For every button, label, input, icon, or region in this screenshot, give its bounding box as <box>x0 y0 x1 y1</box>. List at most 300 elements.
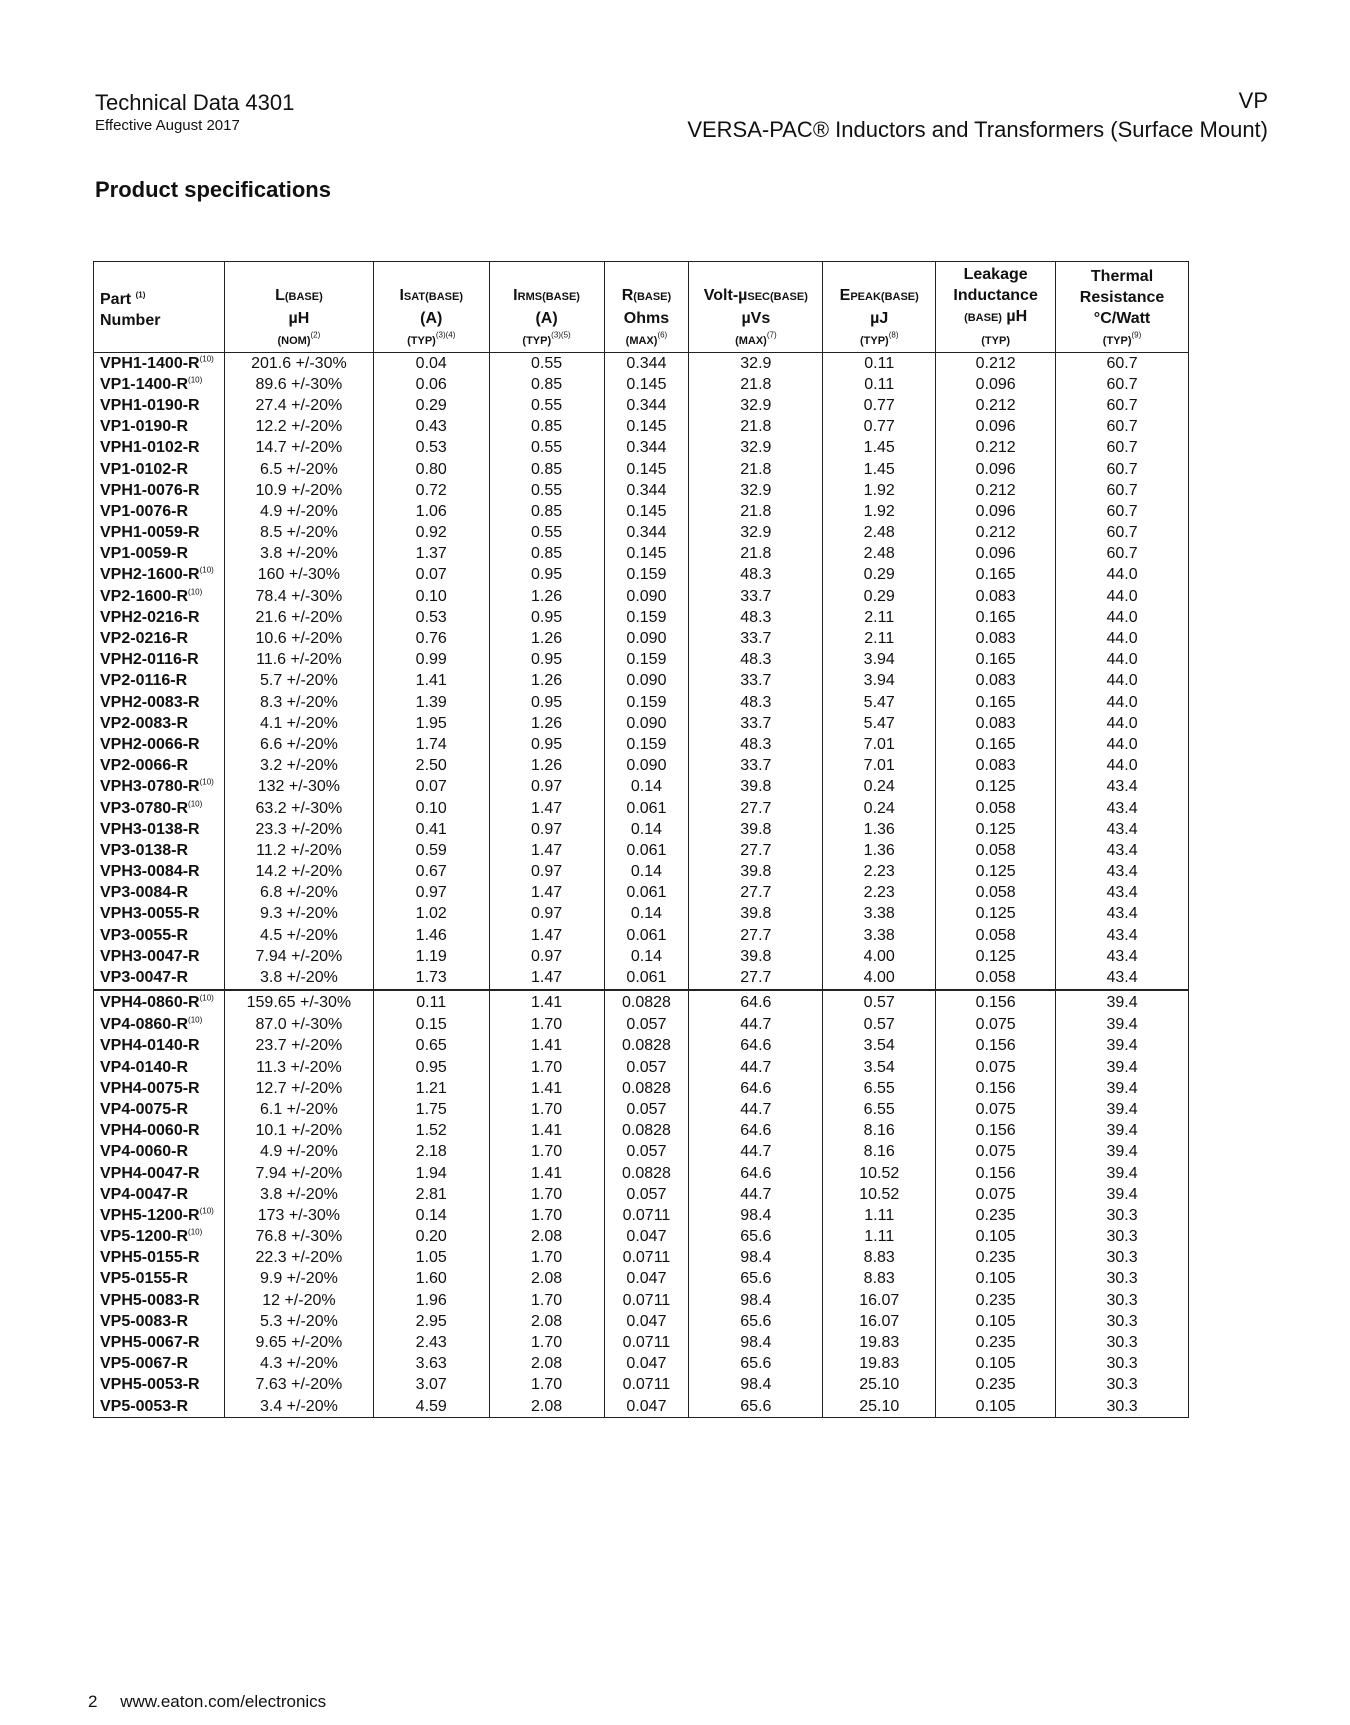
cell-irms: 2.08 <box>489 1227 604 1248</box>
cell-therm: 30.3 <box>1056 1311 1189 1332</box>
cell-therm: 30.3 <box>1056 1396 1189 1418</box>
cell-epeak: 3.38 <box>823 925 936 946</box>
table-row <box>94 1396 1189 1418</box>
part-number-cell: VPH1-0076-R <box>94 480 225 501</box>
cell-l: 14.2 +/-20% <box>224 862 373 883</box>
table-row <box>94 713 1189 734</box>
cell-leak: 0.083 <box>936 628 1056 649</box>
part-number-cell: VP2-1600-R$^{(10)}$ <box>94 586 225 607</box>
cell-irms: 1.26 <box>489 671 604 692</box>
page-number: 2 <box>88 1692 98 1711</box>
cell-r: 0.145 <box>604 417 689 438</box>
part-number-cell: VPH1-0190-R <box>94 395 225 416</box>
cell-isat: 0.53 <box>373 607 489 628</box>
cell-volt: 39.8 <box>689 946 823 967</box>
cell-l: 12.2 +/-20% <box>224 417 373 438</box>
part-number-cell: VP4-0140-R <box>94 1057 225 1078</box>
part-number-cell: VP2-0066-R <box>94 756 225 777</box>
cell-isat: 2.50 <box>373 756 489 777</box>
cell-leak: 0.083 <box>936 713 1056 734</box>
cell-r: 0.0828 <box>604 1036 689 1057</box>
part-number-cell: VPH3-0138-R <box>94 819 225 840</box>
cell-r: 0.047 <box>604 1269 689 1290</box>
cell-isat: 2.18 <box>373 1142 489 1163</box>
table-row <box>94 990 1189 1015</box>
cell-isat: 1.02 <box>373 904 489 925</box>
cell-volt: 65.6 <box>689 1396 823 1418</box>
cell-isat: 0.07 <box>373 777 489 798</box>
cell-epeak: 5.47 <box>823 692 936 713</box>
cell-volt: 39.8 <box>689 777 823 798</box>
cell-irms: 0.55 <box>489 523 604 544</box>
cell-epeak: 1.11 <box>823 1227 936 1248</box>
cell-leak: 0.096 <box>936 417 1056 438</box>
cell-therm: 44.0 <box>1056 565 1189 586</box>
cell-epeak: 2.23 <box>823 862 936 883</box>
cell-leak: 0.075 <box>936 1142 1056 1163</box>
table-row <box>94 1036 1189 1057</box>
part-number-cell: VPH3-0055-R <box>94 904 225 925</box>
cell-l: 12 +/-20% <box>224 1290 373 1311</box>
cell-r: 0.0828 <box>604 1163 689 1184</box>
cell-epeak: 0.77 <box>823 417 936 438</box>
cell-leak: 0.125 <box>936 946 1056 967</box>
cell-isat: 1.74 <box>373 734 489 755</box>
cell-volt: 98.4 <box>689 1375 823 1396</box>
cell-leak: 0.156 <box>936 1078 1056 1099</box>
cell-irms: 0.85 <box>489 501 604 522</box>
cell-l: 3.8 +/-20% <box>224 967 373 989</box>
cell-r: 0.0711 <box>604 1248 689 1269</box>
footnote-marker: (10) <box>199 566 214 576</box>
cell-epeak: 5.47 <box>823 713 936 734</box>
cell-r: 0.14 <box>604 946 689 967</box>
part-number-cell: VPH1-1400-R$^{(10)}$ <box>94 353 225 375</box>
cell-volt: 33.7 <box>689 756 823 777</box>
cell-irms: 1.70 <box>489 1375 604 1396</box>
cell-volt: 27.7 <box>689 798 823 819</box>
cell-therm: 30.3 <box>1056 1354 1189 1375</box>
cell-irms: 0.85 <box>489 544 604 565</box>
cell-r: 0.145 <box>604 544 689 565</box>
cell-epeak: 10.52 <box>823 1184 936 1205</box>
table-row <box>94 544 1189 565</box>
cell-irms: 1.70 <box>489 1099 604 1120</box>
cell-epeak: 8.16 <box>823 1142 936 1163</box>
cell-isat: 4.59 <box>373 1396 489 1418</box>
cell-volt: 48.3 <box>689 650 823 671</box>
part-number-cell: VP2-0116-R <box>94 671 225 692</box>
cell-epeak: 0.11 <box>823 353 936 375</box>
cell-epeak: 2.11 <box>823 628 936 649</box>
cell-irms: 2.08 <box>489 1311 604 1332</box>
table-row <box>94 438 1189 459</box>
cell-therm: 60.7 <box>1056 459 1189 480</box>
cell-epeak: 3.94 <box>823 671 936 692</box>
cell-leak: 0.083 <box>936 586 1056 607</box>
cell-volt: 27.7 <box>689 925 823 946</box>
cell-l: 160 +/-30% <box>224 565 373 586</box>
cell-volt: 65.6 <box>689 1269 823 1290</box>
cell-isat: 1.39 <box>373 692 489 713</box>
cell-isat: 0.04 <box>373 353 489 375</box>
cell-l: 8.5 +/-20% <box>224 523 373 544</box>
cell-therm: 44.0 <box>1056 607 1189 628</box>
cell-isat: 1.52 <box>373 1121 489 1142</box>
cell-r: 0.047 <box>604 1354 689 1375</box>
cell-l: 3.4 +/-20% <box>224 1396 373 1418</box>
cell-r: 0.047 <box>604 1311 689 1332</box>
cell-epeak: 0.24 <box>823 777 936 798</box>
cell-volt: 21.8 <box>689 374 823 395</box>
cell-volt: 27.7 <box>689 883 823 904</box>
cell-volt: 27.7 <box>689 840 823 861</box>
cell-leak: 0.165 <box>936 692 1056 713</box>
footer-url[interactable]: www.eaton.com/electronics <box>120 1692 327 1711</box>
part-number-cell: VP4-0047-R <box>94 1184 225 1205</box>
cell-r: 0.0828 <box>604 1078 689 1099</box>
cell-epeak: 8.83 <box>823 1248 936 1269</box>
cell-isat: 0.10 <box>373 798 489 819</box>
footnote-marker: (10) <box>188 799 203 809</box>
cell-therm: 60.7 <box>1056 501 1189 522</box>
cell-irms: 1.70 <box>489 1184 604 1205</box>
cell-leak: 0.075 <box>936 1184 1056 1205</box>
cell-l: 23.7 +/-20% <box>224 1036 373 1057</box>
part-number-cell: VP5-1200-R$^{(10)}$ <box>94 1227 225 1248</box>
cell-l: 6.1 +/-20% <box>224 1099 373 1120</box>
cell-irms: 0.97 <box>489 904 604 925</box>
cell-irms: 1.70 <box>489 1142 604 1163</box>
cell-therm: 39.4 <box>1056 1163 1189 1184</box>
header-irms: IRMS(BASE) (A) (TYP)$^{(3)(5)}$ <box>489 262 604 353</box>
cell-therm: 43.4 <box>1056 798 1189 819</box>
cell-leak: 0.165 <box>936 565 1056 586</box>
cell-therm: 44.0 <box>1056 628 1189 649</box>
cell-l: 7.94 +/-20% <box>224 946 373 967</box>
cell-irms: 0.95 <box>489 650 604 671</box>
cell-volt: 39.8 <box>689 862 823 883</box>
cell-therm: 60.7 <box>1056 417 1189 438</box>
cell-r: 0.090 <box>604 586 689 607</box>
cell-epeak: 4.00 <box>823 946 936 967</box>
cell-therm: 44.0 <box>1056 671 1189 692</box>
table-row <box>94 565 1189 586</box>
cell-leak: 0.058 <box>936 840 1056 861</box>
cell-isat: 2.81 <box>373 1184 489 1205</box>
cell-r: 0.14 <box>604 777 689 798</box>
cell-isat: 0.80 <box>373 459 489 480</box>
table-row <box>94 1015 1189 1036</box>
cell-l: 89.6 +/-30% <box>224 374 373 395</box>
header-thermal: Thermal Resistance °C/Watt (TYP)$^{(9)}$ <box>1056 262 1189 353</box>
cell-leak: 0.105 <box>936 1269 1056 1290</box>
part-number-cell: VPH5-0067-R <box>94 1332 225 1353</box>
cell-epeak: 8.16 <box>823 1121 936 1142</box>
cell-leak: 0.075 <box>936 1057 1056 1078</box>
cell-leak: 0.156 <box>936 1036 1056 1057</box>
cell-r: 0.061 <box>604 925 689 946</box>
cell-therm: 39.4 <box>1056 1057 1189 1078</box>
cell-epeak: 16.07 <box>823 1311 936 1332</box>
cell-volt: 48.3 <box>689 607 823 628</box>
cell-epeak: 1.45 <box>823 438 936 459</box>
cell-therm: 44.0 <box>1056 713 1189 734</box>
cell-r: 0.344 <box>604 480 689 501</box>
cell-leak: 0.165 <box>936 607 1056 628</box>
cell-irms: 1.41 <box>489 1163 604 1184</box>
cell-volt: 98.4 <box>689 1248 823 1269</box>
cell-irms: 1.47 <box>489 883 604 904</box>
cell-isat: 1.19 <box>373 946 489 967</box>
table-row <box>94 946 1189 967</box>
cell-isat: 0.95 <box>373 1057 489 1078</box>
cell-leak: 0.212 <box>936 353 1056 375</box>
cell-r: 0.057 <box>604 1015 689 1036</box>
table-row <box>94 523 1189 544</box>
cell-isat: 1.06 <box>373 501 489 522</box>
footnote-marker: (10) <box>199 778 214 788</box>
cell-therm: 43.4 <box>1056 967 1189 989</box>
cell-therm: 43.4 <box>1056 925 1189 946</box>
cell-epeak: 3.38 <box>823 904 936 925</box>
part-number-cell: VP5-0155-R <box>94 1269 225 1290</box>
part-number-cell: VPH3-0084-R <box>94 862 225 883</box>
cell-epeak: 1.11 <box>823 1205 936 1226</box>
cell-irms: 2.08 <box>489 1269 604 1290</box>
cell-r: 0.159 <box>604 692 689 713</box>
cell-irms: 1.41 <box>489 1036 604 1057</box>
cell-l: 87.0 +/-30% <box>224 1015 373 1036</box>
cell-l: 3.8 +/-20% <box>224 1184 373 1205</box>
cell-epeak: 16.07 <box>823 1290 936 1311</box>
cell-irms: 0.55 <box>489 395 604 416</box>
cell-therm: 60.7 <box>1056 544 1189 565</box>
table-row <box>94 862 1189 883</box>
table-row <box>94 1078 1189 1099</box>
cell-therm: 43.4 <box>1056 904 1189 925</box>
cell-l: 4.1 +/-20% <box>224 713 373 734</box>
cell-volt: 98.4 <box>689 1205 823 1226</box>
cell-volt: 65.6 <box>689 1354 823 1375</box>
cell-volt: 44.7 <box>689 1057 823 1078</box>
cell-irms: 0.97 <box>489 862 604 883</box>
part-number-cell: VP5-0067-R <box>94 1354 225 1375</box>
part-number-cell: VP1-0190-R <box>94 417 225 438</box>
cell-volt: 33.7 <box>689 671 823 692</box>
cell-irms: 1.41 <box>489 1121 604 1142</box>
header-isat: ISAT(BASE) (A) (TYP)$^{(3)(4)}$ <box>373 262 489 353</box>
cell-r: 0.047 <box>604 1396 689 1418</box>
cell-leak: 0.058 <box>936 883 1056 904</box>
table-row <box>94 1332 1189 1353</box>
cell-r: 0.061 <box>604 798 689 819</box>
part-number-cell: VP5-0053-R <box>94 1396 225 1418</box>
cell-epeak: 4.00 <box>823 967 936 989</box>
cell-isat: 1.46 <box>373 925 489 946</box>
spec-table-body <box>94 353 1189 1418</box>
cell-therm: 43.4 <box>1056 819 1189 840</box>
cell-epeak: 3.94 <box>823 650 936 671</box>
part-number-cell: VPH2-0083-R <box>94 692 225 713</box>
table-row <box>94 1375 1189 1396</box>
cell-volt: 32.9 <box>689 395 823 416</box>
cell-leak: 0.075 <box>936 1015 1056 1036</box>
cell-isat: 2.95 <box>373 1311 489 1332</box>
table-row <box>94 650 1189 671</box>
cell-therm: 60.7 <box>1056 523 1189 544</box>
cell-epeak: 3.54 <box>823 1057 936 1078</box>
part-number-cell: VPH1-0102-R <box>94 438 225 459</box>
cell-therm: 39.4 <box>1056 1184 1189 1205</box>
cell-volt: 65.6 <box>689 1227 823 1248</box>
cell-isat: 3.63 <box>373 1354 489 1375</box>
cell-isat: 1.60 <box>373 1269 489 1290</box>
cell-therm: 43.4 <box>1056 946 1189 967</box>
cell-r: 0.090 <box>604 628 689 649</box>
cell-volt: 27.7 <box>689 967 823 989</box>
part-number-cell: VP3-0138-R <box>94 840 225 861</box>
cell-epeak: 2.48 <box>823 544 936 565</box>
cell-isat: 2.43 <box>373 1332 489 1353</box>
doc-date: Effective August 2017 <box>95 117 240 134</box>
product-code: VP <box>1238 88 1268 113</box>
table-row <box>94 883 1189 904</box>
cell-therm: 30.3 <box>1056 1290 1189 1311</box>
header-inductance: L(BASE) µH (NOM)$^{(2)}$ <box>224 262 373 353</box>
cell-irms: 0.97 <box>489 777 604 798</box>
cell-isat: 0.10 <box>373 586 489 607</box>
cell-epeak: 2.11 <box>823 607 936 628</box>
cell-therm: 43.4 <box>1056 840 1189 861</box>
cell-r: 0.057 <box>604 1057 689 1078</box>
part-number-cell: VPH5-0053-R <box>94 1375 225 1396</box>
cell-isat: 0.41 <box>373 819 489 840</box>
cell-volt: 32.9 <box>689 438 823 459</box>
table-row <box>94 501 1189 522</box>
table-row <box>94 374 1189 395</box>
cell-therm: 30.3 <box>1056 1227 1189 1248</box>
cell-therm: 60.7 <box>1056 395 1189 416</box>
cell-irms: 1.47 <box>489 967 604 989</box>
cell-therm: 60.7 <box>1056 353 1189 375</box>
cell-r: 0.057 <box>604 1184 689 1205</box>
cell-l: 132 +/-30% <box>224 777 373 798</box>
header-row <box>94 262 1189 353</box>
table-row <box>94 1248 1189 1269</box>
cell-isat: 0.11 <box>373 990 489 1015</box>
cell-therm: 30.3 <box>1056 1205 1189 1226</box>
cell-therm: 43.4 <box>1056 862 1189 883</box>
cell-r: 0.0711 <box>604 1205 689 1226</box>
cell-l: 10.1 +/-20% <box>224 1121 373 1142</box>
cell-volt: 33.7 <box>689 713 823 734</box>
cell-isat: 0.97 <box>373 883 489 904</box>
table-row <box>94 607 1189 628</box>
cell-irms: 0.85 <box>489 374 604 395</box>
part-number-cell: VP5-0083-R <box>94 1311 225 1332</box>
cell-leak: 0.212 <box>936 523 1056 544</box>
cell-irms: 0.85 <box>489 459 604 480</box>
cell-l: 23.3 +/-20% <box>224 819 373 840</box>
cell-epeak: 1.45 <box>823 459 936 480</box>
cell-leak: 0.212 <box>936 480 1056 501</box>
cell-irms: 1.70 <box>489 1057 604 1078</box>
table-row <box>94 1311 1189 1332</box>
cell-irms: 2.08 <box>489 1396 604 1418</box>
cell-r: 0.14 <box>604 862 689 883</box>
section-title: Product specifications <box>95 177 331 202</box>
part-number-cell: VP1-0076-R <box>94 501 225 522</box>
cell-r: 0.061 <box>604 967 689 989</box>
cell-irms: 0.55 <box>489 353 604 375</box>
cell-epeak: 19.83 <box>823 1332 936 1353</box>
cell-r: 0.159 <box>604 607 689 628</box>
cell-epeak: 10.52 <box>823 1163 936 1184</box>
cell-irms: 1.26 <box>489 756 604 777</box>
cell-isat: 1.75 <box>373 1099 489 1120</box>
cell-epeak: 1.92 <box>823 501 936 522</box>
cell-leak: 0.096 <box>936 501 1056 522</box>
cell-therm: 60.7 <box>1056 480 1189 501</box>
cell-r: 0.159 <box>604 650 689 671</box>
cell-volt: 21.8 <box>689 544 823 565</box>
cell-volt: 21.8 <box>689 459 823 480</box>
cell-isat: 0.59 <box>373 840 489 861</box>
cell-l: 11.2 +/-20% <box>224 840 373 861</box>
cell-volt: 44.7 <box>689 1099 823 1120</box>
cell-irms: 1.47 <box>489 925 604 946</box>
cell-leak: 0.096 <box>936 374 1056 395</box>
cell-leak: 0.235 <box>936 1375 1056 1396</box>
cell-isat: 1.73 <box>373 967 489 989</box>
cell-l: 4.3 +/-20% <box>224 1354 373 1375</box>
header-resistance: R(BASE) Ohms (MAX)$^{(6)}$ <box>604 262 689 353</box>
cell-volt: 44.7 <box>689 1015 823 1036</box>
cell-irms: 1.70 <box>489 1015 604 1036</box>
cell-leak: 0.156 <box>936 1163 1056 1184</box>
cell-irms: 2.08 <box>489 1354 604 1375</box>
cell-leak: 0.235 <box>936 1290 1056 1311</box>
footnote-marker: (10) <box>188 1227 203 1237</box>
cell-l: 27.4 +/-20% <box>224 395 373 416</box>
cell-leak: 0.156 <box>936 1121 1056 1142</box>
cell-leak: 0.235 <box>936 1205 1056 1226</box>
cell-therm: 39.4 <box>1056 1015 1189 1036</box>
part-number-cell: VP2-0216-R <box>94 628 225 649</box>
cell-irms: 1.47 <box>489 840 604 861</box>
cell-r: 0.0828 <box>604 990 689 1015</box>
table-row <box>94 1290 1189 1311</box>
cell-therm: 44.0 <box>1056 650 1189 671</box>
doc-title: Technical Data 4301 <box>95 90 295 115</box>
cell-l: 173 +/-30% <box>224 1205 373 1226</box>
cell-volt: 64.6 <box>689 990 823 1015</box>
cell-irms: 1.70 <box>489 1290 604 1311</box>
table-row <box>94 692 1189 713</box>
cell-leak: 0.212 <box>936 395 1056 416</box>
table-row <box>94 1205 1189 1226</box>
part-number-cell: VP1-1400-R$^{(10)}$ <box>94 374 225 395</box>
cell-leak: 0.125 <box>936 862 1056 883</box>
cell-leak: 0.058 <box>936 925 1056 946</box>
cell-epeak: 25.10 <box>823 1375 936 1396</box>
cell-irms: 1.41 <box>489 990 604 1015</box>
table-row <box>94 1142 1189 1163</box>
cell-isat: 1.96 <box>373 1290 489 1311</box>
cell-epeak: 0.29 <box>823 586 936 607</box>
cell-epeak: 0.77 <box>823 395 936 416</box>
